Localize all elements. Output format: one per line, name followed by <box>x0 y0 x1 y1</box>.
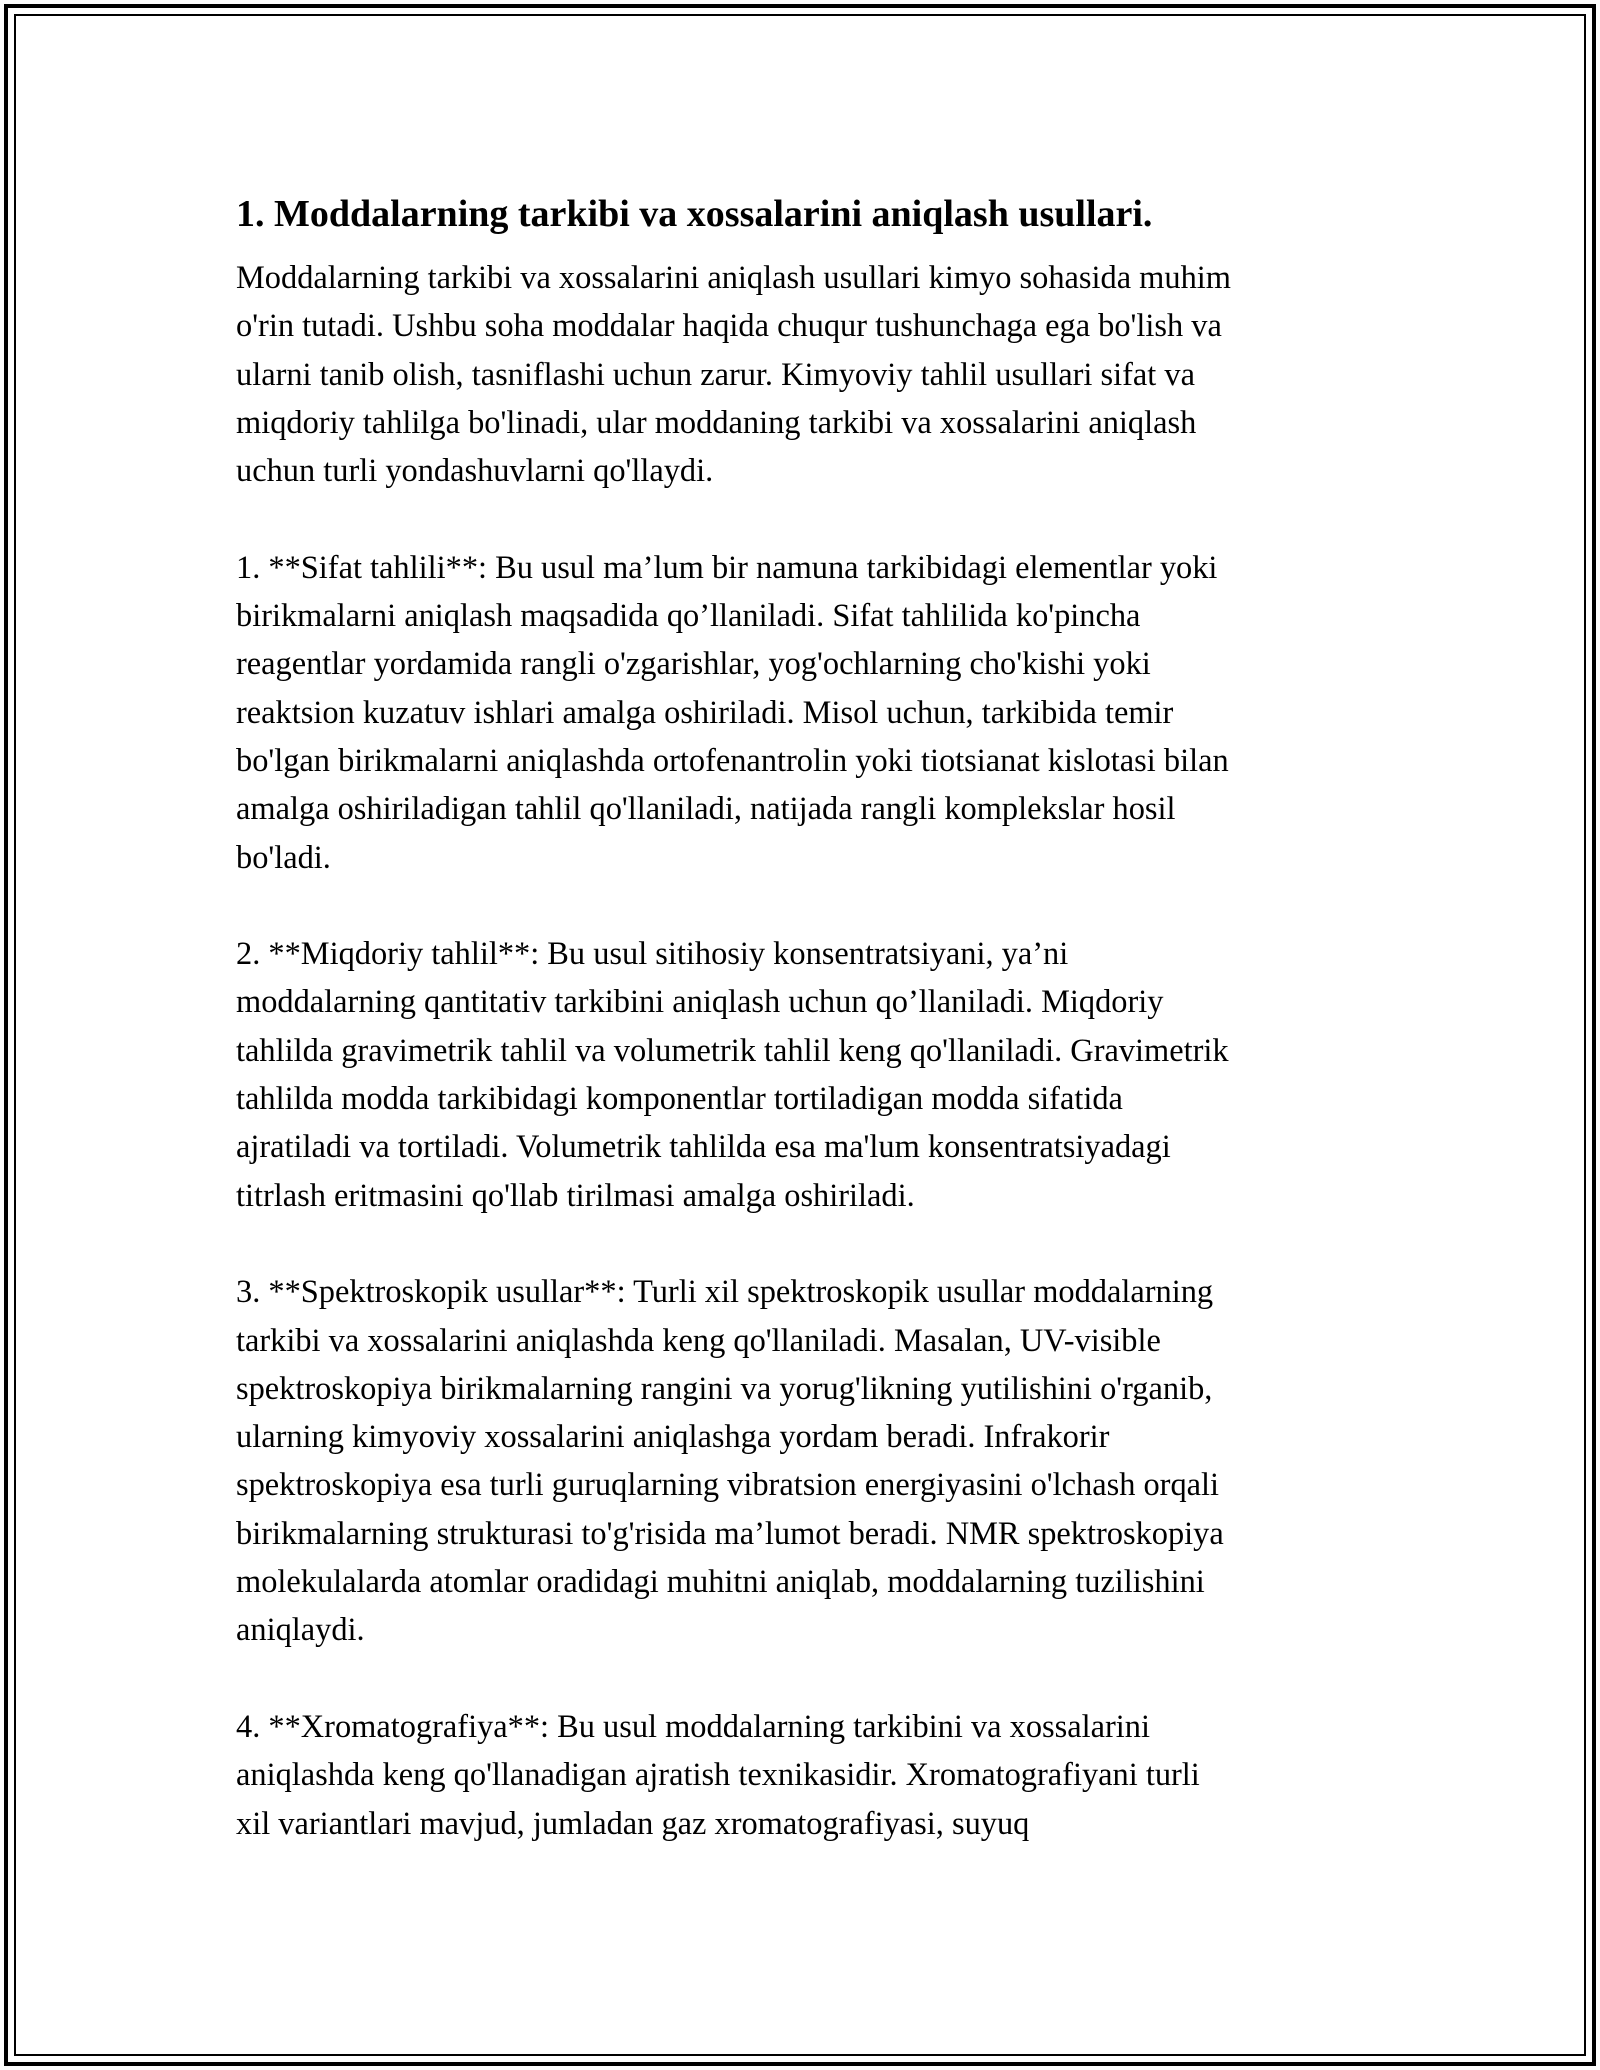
miqdoriy-tahlil-paragraph: 2. **Miqdoriy tahlil**: Bu usul sitihosiy konsentratsiyani, ya’ni moddalarning qantitativ tarkibini aniqlash uchun qo’llaniladi. Miqdoriy tahlilda gravimetrik tahlil va volumetrik tahlil keng qo'llaniladi. Gravimetrik tahlilda modda tarkibidagi komponentlar tortiladigan modda sifatida ajratiladi va tortiladi. Volumetrik tahlilda esa ma'lum konsentratsiyadagi titrlash eritmasini qo'llab tirilmasi amalga oshiriladi. <box>236 936 1229 1214</box>
paragraph-spacer <box>236 1655 1386 1703</box>
document-body <box>236 188 1386 1848</box>
title-spacer <box>236 240 1386 254</box>
paragraph-spacer <box>236 1220 1386 1268</box>
sifat-tahlili-paragraph: 1. **Sifat tahlili**: Bu usul ma’lum bir namuna tarkibidagi elementlar yoki birikmalarni aniqlash maqsadida qo’llaniladi. Sifat tahlilida ko'pincha reagentlar yordamida rangli o'zgarishlar, yog'ochlarning cho'kishi yoki reaktsion kuzatuv ishlari amalga oshiriladi. Misol uchun, tarkibida temir bo'lgan birikmalarni aniqlashda ortofenantrolin yoki tiotsianat kislotasi bilan amalga oshiriladigan tahlil qo'llaniladi, natijada rangli komplekslar hosil bo'ladi. <box>236 549 1229 876</box>
spektroskopik-usullar-paragraph: 3. **Spektroskopik usullar**: Turli xil spektroskopik usullar moddalarning tarkibi va xossalarini aniqlashda keng qo'llaniladi. Masalan, UV-visible spektroskopiya birikmalarning rangini va yorug'likning yutilishini o'rganib, ularning kimyoviy xossalarini aniqlashga yordam beradi. Infrakorir spektroskopiya esa turli guruqlarning vibratsion energiyasini o'lchash orqali birikmalarning strukturasi to'g'risida ma’lumot beradi. NMR spektroskopiya molekulalarda atomlar oradidagi muhitni aniqlab, moddalarning tuzilishini aniqlaydi. <box>236 1274 1224 1649</box>
intro-paragraph: Moddalarning tarkibi va xossalarini aniqlash usullari kimyo sohasida muhim o'rin tutadi. Ushbu soha moddalar haqida chuqur tushunchaga ega bo'lish va ularni tanib olish, tasniflashi uchun zarur. Kimyoviy tahlil usullari sifat va miqdoriy tahlilga bo'linadi, ular moddaning tarkibi va xossalarini aniqlash uchun turli yondashuvlarni qo'llaydi. <box>236 260 1231 490</box>
xromatografiya-paragraph: 4. **Xromatografiya**: Bu usul moddalarning tarkibini va xossalarini aniqlashda keng qo'llanadigan ajratish texnikasidir. Xromatografiyani turli xil variantlari mavjud, jumladan gaz xromatografiyasi, suyuq <box>236 1708 1200 1842</box>
document-title: 1. Moddalarning tarkibi va xossalarini aniqlash usullari. <box>236 193 1153 235</box>
paragraph-spacer <box>236 495 1386 543</box>
paragraph-spacer <box>236 882 1386 930</box>
